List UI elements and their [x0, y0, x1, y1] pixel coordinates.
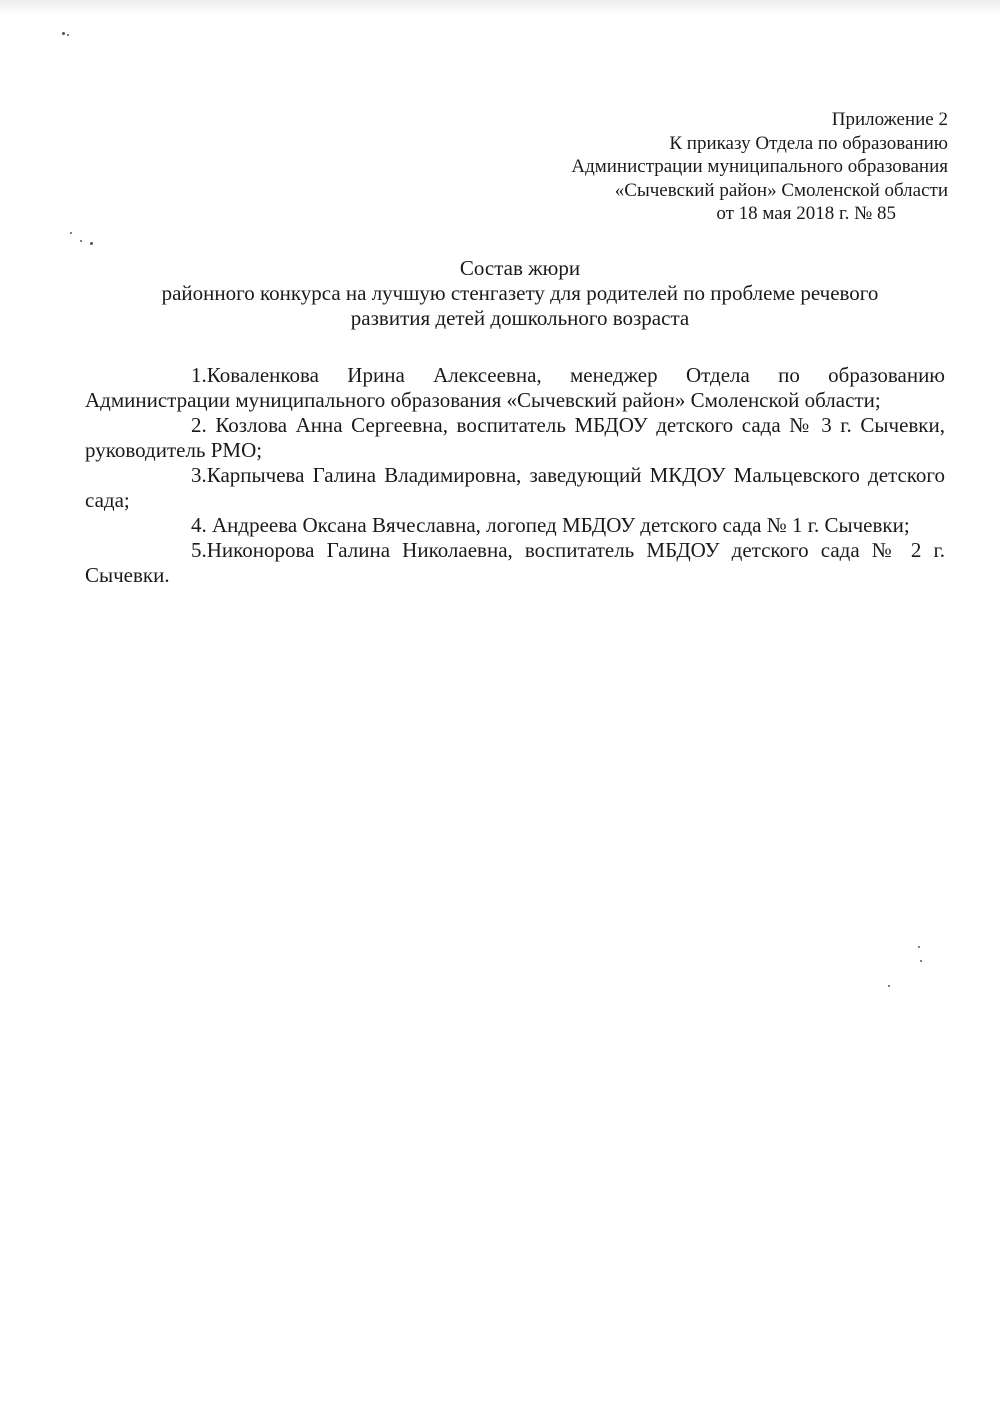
header-line: Администрации муниципального образования	[571, 156, 948, 177]
item-number: 2.	[191, 413, 207, 437]
scan-speck	[90, 242, 93, 245]
item-text: Карпычева Галина Владимировна, заведующий МКДОУ Мальцевского детского сада;	[85, 463, 945, 512]
list-item	[85, 463, 945, 513]
scan-speck	[67, 34, 69, 36]
list-item	[85, 538, 945, 588]
list-item	[85, 363, 945, 413]
item-text: Андреева Оксана Вячеславна, логопед МБДОУ детского сада № 1 г. Сычевки;	[212, 513, 910, 537]
title-line: развития детей дошкольного возраста	[350, 306, 690, 330]
item-text: Никонорова Галина Николаевна, воспитатель МБДОУ детского сада № 2 г. Сычевки.	[85, 538, 945, 587]
order-reference: от 18 мая 2018 г. № 85	[716, 203, 896, 224]
header-line: «Сычевский район» Смоленской области	[614, 179, 948, 201]
appendix-label: Приложение 2	[831, 109, 948, 130]
item-number: 3.	[191, 463, 207, 487]
item-number: 5.	[191, 538, 207, 562]
scan-speck	[888, 985, 890, 987]
item-number: 4.	[191, 513, 207, 537]
title-line: Состав жюри	[459, 256, 581, 280]
scan-speck	[920, 960, 922, 962]
item-number: 1.	[191, 363, 207, 387]
scan-speck	[70, 232, 72, 234]
scan-speck	[62, 32, 65, 35]
title-line: районного конкурса на лучшую стенгазету для родителей по проблеме речевого	[161, 281, 879, 305]
document-header	[571, 108, 948, 226]
item-text: Козлова Анна Сергеевна, воспитатель МБДОУ детского сада № 3 г. Сычевки, руководитель РМО;	[85, 413, 945, 462]
scan-speck	[918, 946, 920, 948]
jury-members-list	[85, 363, 945, 588]
list-item	[85, 413, 945, 463]
document-title	[85, 256, 955, 331]
list-item	[85, 513, 945, 538]
item-text: Коваленкова Ирина Алексеевна, менеджер Отдела по образованию Администрации муниципального образования «Сычевский район» Смоленской области;	[85, 363, 945, 412]
scan-speck	[80, 240, 82, 242]
scan-top-edge	[0, 0, 1000, 14]
header-line: К приказу Отдела по образованию	[669, 132, 948, 154]
